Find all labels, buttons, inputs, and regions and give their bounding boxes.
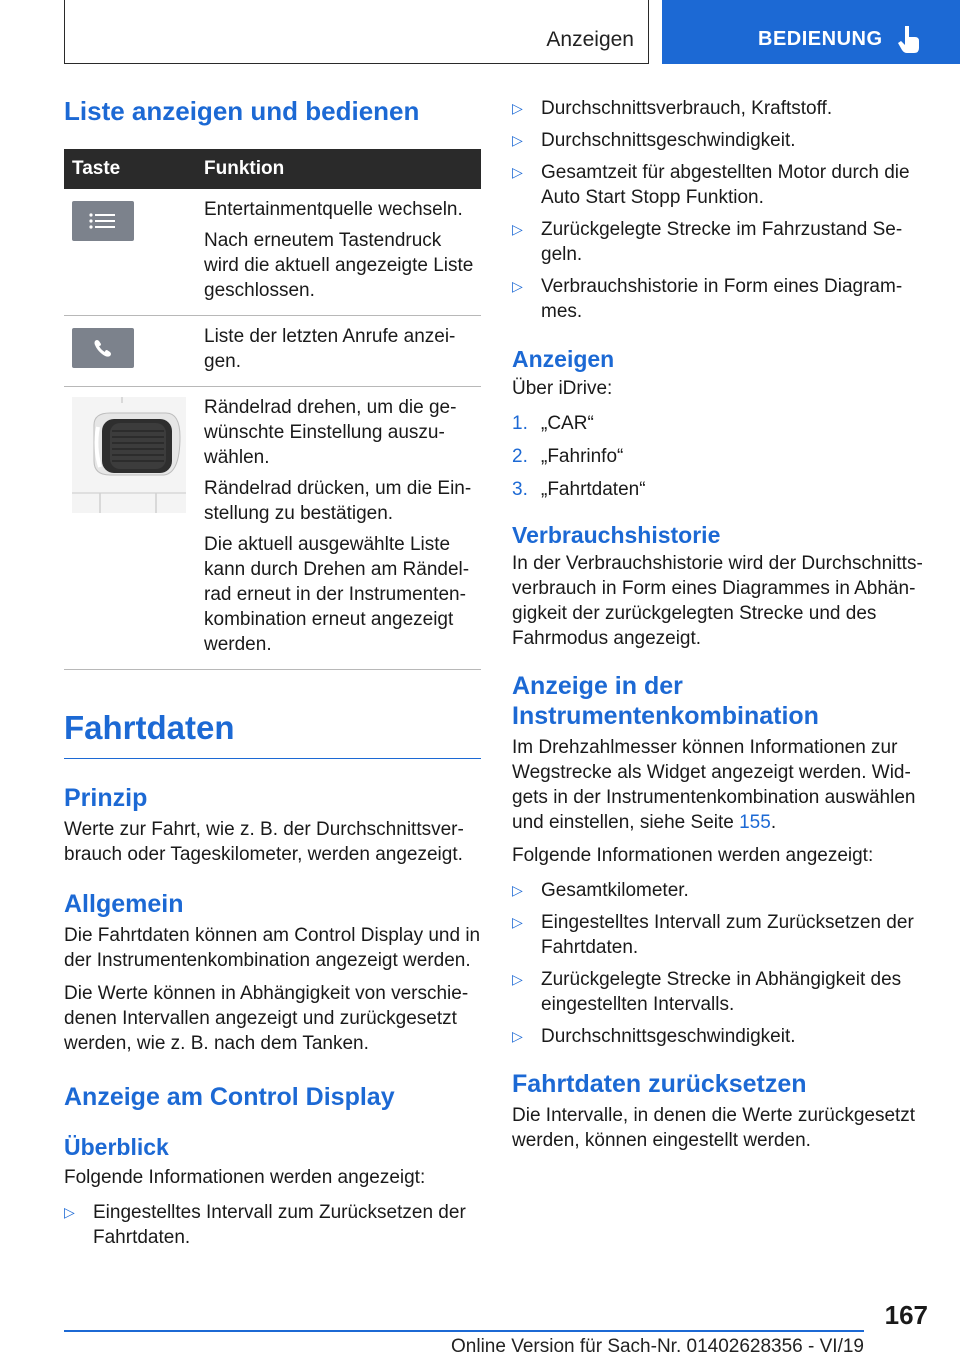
list-section-title: Liste anzeigen und bedienen: [64, 96, 420, 126]
anzeigen-text: Über iDrive:: [512, 377, 613, 399]
list-item: ▷ Verbrauchshistorie in Form eines Diagrammes.: [512, 276, 903, 322]
prinzip-text: Werte zur Fahrt, wie z. B. der Durchschnittsverbrauch oder Tageskilometer, werden angezeigt.: [64, 818, 464, 865]
widget-info-list: [512, 878, 932, 1049]
allgemein-paragraph: Die Fahrtdaten können am Control Display und in der Instrumentenkombination angezeigt werden.: [64, 924, 481, 971]
function-text: Entertainmentquelle wechseln.: [204, 199, 463, 221]
ueberblick-title: Überblick: [64, 1133, 169, 1160]
pointing-hand-icon: [896, 24, 922, 54]
triangle-bullet-icon: ▷: [512, 882, 523, 899]
prinzip-title: Prinzip: [64, 783, 148, 812]
triangle-bullet-icon: ▷: [512, 1028, 523, 1045]
table-cell-function: [188, 387, 481, 670]
footer-divider: [64, 1330, 864, 1332]
footer-online-version: Online Version für Sach-Nr. 01402628356 - VI/19: [451, 1336, 864, 1357]
ueberblick-list: [64, 1200, 481, 1250]
chapter-title: Fahrtdaten: [64, 708, 481, 759]
header-section-box: [64, 0, 649, 64]
function-text: Nach erneutem Tastendruck wird die aktuell angezeigte Liste geschlossen.: [204, 230, 474, 302]
verbrauchshistorie-text: In der Verbrauchshistorie wird der Durchschnittsverbrauch in Form eines Diagrammes in Abhängigkeit der zurückgelegten Strecke und des Fahrmodus angezeigt.: [512, 553, 923, 650]
header-section-title: Anzeigen: [546, 28, 634, 51]
page-number: 167: [884, 1300, 928, 1330]
verbrauchshistorie-title: Verbrauchshistorie: [512, 521, 721, 548]
function-text: Die aktuell ausgewählte Liste kann durch Drehen am Rändelrad erneut in der Instrumentenkombination erneut angezeigt werden.: [204, 534, 470, 656]
triangle-bullet-icon: ▷: [512, 164, 523, 180]
table-row: [64, 189, 481, 316]
page-reference-link[interactable]: 155: [739, 812, 771, 834]
list-menu-icon: [72, 201, 134, 241]
instrumentenkombination-text2: Folgende Informationen werden angezeigt:: [512, 845, 874, 867]
reset-text: Die Intervalle, in denen die Werte zurückgesetzt werden, können eingestellt werden.: [512, 1105, 916, 1152]
table-header-function: Funktion: [188, 149, 481, 189]
reset-title: Fahrtdaten zurücksetzen: [512, 1070, 807, 1099]
function-text: Rändelrad drehen, um die gewünschte Einstellung auszuwählen.: [204, 397, 457, 469]
list-item: ▷ Durchschnittsgeschwindigkeit.: [512, 1026, 796, 1048]
allgemein-paragraph: Die Werte können in Abhängigkeit von verschiedenen Intervallen angezeigt und zurückgesetzt werden, wie z. B. nach dem Tanken.: [64, 982, 469, 1054]
right-column: [512, 96, 932, 1153]
list-item: ▷ Eingestelltes Intervall zum Zurücksetzen der Fahrtdaten.: [64, 1202, 466, 1249]
table-row: [64, 387, 481, 670]
list-item: ▷ Eingestelltes Intervall zum Zurücksetzen der Fahrtdaten.: [512, 912, 914, 959]
info-list: [512, 96, 932, 324]
header-chapter-tab[interactable]: [662, 0, 960, 64]
left-column: [64, 96, 481, 1257]
table-cell-icon: [64, 387, 188, 670]
list-item: ▷ Durchschnittsverbrauch, Kraftstoff.: [512, 98, 833, 119]
table-row: [64, 316, 481, 387]
triangle-bullet-icon: ▷: [512, 132, 523, 148]
table-cell-icon: [64, 189, 188, 316]
triangle-bullet-icon: ▷: [512, 100, 523, 116]
idrive-steps: [512, 411, 932, 502]
list-item: ▷ Zurückgelegte Strecke im Fahrzustand Segeln.: [512, 219, 903, 265]
list-item: ▷ Durchschnittsgeschwindigkeit.: [512, 130, 796, 151]
function-text: Liste der letzten Anrufe anzeigen.: [204, 326, 456, 373]
header-chapter-label: BEDIENUNG: [758, 28, 883, 50]
table-header-key: Taste: [64, 149, 188, 189]
list-item: ▷ Gesamtkilometer.: [512, 880, 689, 902]
step-item: 3. „Fahrtdaten“: [512, 478, 646, 500]
list-item: ▷ Zurückgelegte Strecke in Abhängigkeit des eingestellten Intervalls.: [512, 969, 902, 1016]
triangle-bullet-icon: ▷: [512, 971, 523, 988]
table-cell-function: [188, 189, 481, 316]
allgemein-title: Allgemein: [64, 889, 184, 918]
ueberblick-text: Folgende Informationen werden angezeigt:: [64, 1167, 426, 1189]
triangle-bullet-icon: ▷: [512, 278, 523, 294]
table-header-row: [64, 149, 481, 189]
thumbwheel-image: [72, 397, 186, 513]
anzeigen-title: Anzeigen: [512, 346, 615, 372]
table-cell-function: [188, 316, 481, 387]
step-item: 1. „CAR“: [512, 412, 594, 434]
list-item: ▷ Gesamtzeit für abgestellten Motor durch die Auto Start Stopp Funktion.: [512, 162, 910, 208]
table-cell-icon: [64, 316, 188, 387]
step-item: 2. „Fahrinfo“: [512, 445, 624, 467]
instrumentenkombination-text: Im Drehzahlmesser können Informationen zur Wegstrecke als Widget angezeigt werden. Widgets in der Instrumentenkombination auswählen und einstellen, siehe Seite 155.: [512, 737, 916, 834]
anzeige-control-display-title: Anzeige am Control Display: [64, 1082, 395, 1111]
step-number: 3.: [512, 478, 528, 500]
function-text: Rändelrad drücken, um die Einstellung zu bestätigen.: [204, 478, 472, 525]
key-function-table: [64, 149, 481, 670]
triangle-bullet-icon: ▷: [512, 914, 523, 931]
phone-icon: [72, 328, 134, 368]
triangle-bullet-icon: ▷: [64, 1204, 75, 1221]
triangle-bullet-icon: ▷: [512, 221, 523, 237]
step-number: 2.: [512, 445, 528, 467]
instrumentenkombination-title: Anzeige in der Instrumentenkombination: [512, 672, 819, 731]
step-number: 1.: [512, 412, 528, 434]
